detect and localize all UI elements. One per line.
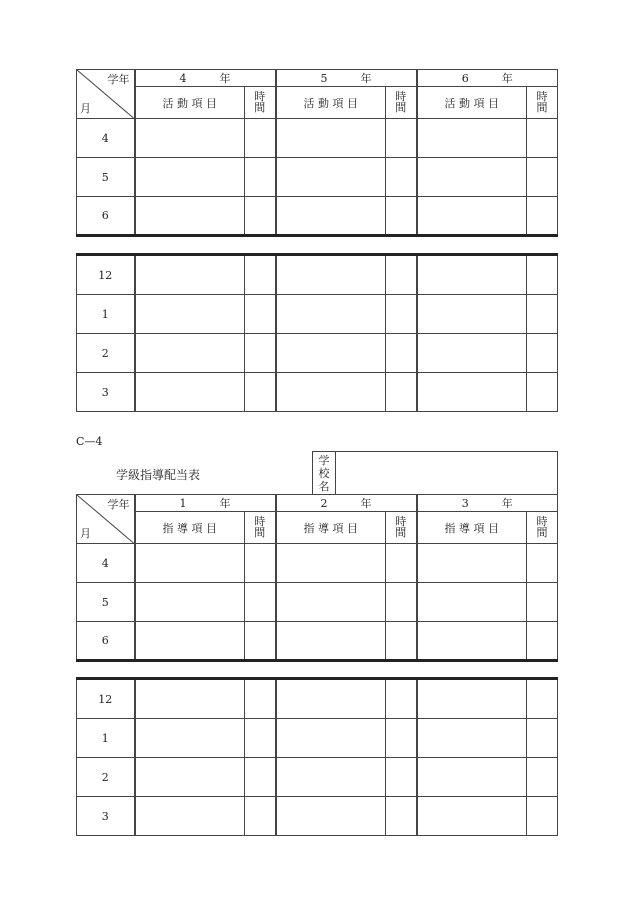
item-cell[interactable] bbox=[417, 679, 527, 719]
hours-header: 時 間 bbox=[527, 87, 558, 119]
item-header: 活 動 項 目 bbox=[417, 87, 527, 119]
hours-cell[interactable] bbox=[245, 295, 276, 334]
hours-cell[interactable] bbox=[527, 797, 558, 836]
hours-cell[interactable] bbox=[245, 158, 276, 197]
hours-header: 時 間 bbox=[386, 512, 417, 544]
item-cell[interactable] bbox=[276, 119, 386, 158]
hours-cell[interactable] bbox=[527, 622, 558, 661]
item-cell[interactable] bbox=[135, 334, 245, 373]
item-cell[interactable] bbox=[276, 583, 386, 622]
hours-header: 時 間 bbox=[245, 512, 276, 544]
item-cell[interactable] bbox=[417, 797, 527, 836]
hours-cell[interactable] bbox=[245, 622, 276, 661]
hours-cell[interactable] bbox=[527, 334, 558, 373]
grade-header-5: 5 年 bbox=[276, 70, 417, 87]
month-cell: 3 bbox=[77, 373, 135, 412]
activity-table-lower bbox=[76, 253, 558, 412]
item-cell[interactable] bbox=[417, 622, 527, 661]
hours-cell[interactable] bbox=[245, 758, 276, 797]
hours-header: 時 間 bbox=[527, 512, 558, 544]
grade-header-4: 4 年 bbox=[135, 70, 276, 87]
month-cell: 1 bbox=[77, 719, 135, 758]
hours-cell[interactable] bbox=[386, 719, 417, 758]
item-cell[interactable] bbox=[276, 197, 386, 236]
hours-cell[interactable] bbox=[245, 544, 276, 583]
grade-label: 学年 bbox=[107, 498, 130, 511]
hours-cell[interactable] bbox=[245, 679, 276, 719]
item-cell[interactable] bbox=[417, 334, 527, 373]
item-cell[interactable] bbox=[276, 373, 386, 412]
item-cell[interactable] bbox=[417, 583, 527, 622]
month-cell: 4 bbox=[77, 119, 135, 158]
month-cell: 3 bbox=[77, 797, 135, 836]
month-label: 月 bbox=[80, 102, 91, 115]
school-name-label: 学 校 名 bbox=[313, 452, 336, 495]
hours-cell[interactable] bbox=[527, 679, 558, 719]
hours-header: 時 間 bbox=[386, 87, 417, 119]
month-label: 月 bbox=[80, 527, 91, 540]
item-cell[interactable] bbox=[135, 255, 245, 295]
grade-header-2: 2 年 bbox=[276, 495, 417, 512]
hours-cell[interactable] bbox=[527, 719, 558, 758]
hours-cell[interactable] bbox=[386, 334, 417, 373]
hours-cell[interactable] bbox=[386, 255, 417, 295]
activity-table-upper bbox=[76, 69, 558, 237]
item-header: 指 導 項 目 bbox=[135, 512, 245, 544]
item-cell[interactable] bbox=[417, 197, 527, 236]
header-diagonal-cell bbox=[77, 495, 135, 544]
grade-header-6: 6 年 bbox=[417, 70, 558, 87]
item-cell[interactable] bbox=[417, 719, 527, 758]
month-cell: 1 bbox=[77, 295, 135, 334]
hours-cell[interactable] bbox=[386, 622, 417, 661]
item-cell[interactable] bbox=[135, 583, 245, 622]
month-cell: 12 bbox=[77, 679, 135, 719]
item-cell[interactable] bbox=[135, 295, 245, 334]
month-cell: 5 bbox=[77, 583, 135, 622]
guidance-table-lower bbox=[76, 677, 558, 836]
hours-cell[interactable] bbox=[245, 797, 276, 836]
hours-cell[interactable] bbox=[245, 583, 276, 622]
hours-cell[interactable] bbox=[245, 255, 276, 295]
school-name-field[interactable] bbox=[337, 452, 557, 495]
hours-cell[interactable] bbox=[245, 373, 276, 412]
item-cell[interactable] bbox=[135, 719, 245, 758]
item-cell[interactable] bbox=[417, 373, 527, 412]
month-cell: 6 bbox=[77, 622, 135, 661]
item-cell[interactable] bbox=[417, 255, 527, 295]
hours-cell[interactable] bbox=[527, 119, 558, 158]
hours-cell[interactable] bbox=[386, 758, 417, 797]
hours-cell[interactable] bbox=[527, 583, 558, 622]
item-cell[interactable] bbox=[417, 158, 527, 197]
item-header: 活 動 項 目 bbox=[276, 87, 386, 119]
hours-cell[interactable] bbox=[527, 158, 558, 197]
item-cell[interactable] bbox=[276, 797, 386, 836]
item-cell[interactable] bbox=[276, 758, 386, 797]
item-cell[interactable] bbox=[276, 295, 386, 334]
item-cell[interactable] bbox=[276, 158, 386, 197]
grade-header-1: 1 年 bbox=[135, 495, 276, 512]
hours-cell[interactable] bbox=[386, 373, 417, 412]
month-cell: 2 bbox=[77, 758, 135, 797]
item-cell[interactable] bbox=[417, 119, 527, 158]
hours-cell[interactable] bbox=[245, 719, 276, 758]
hours-cell[interactable] bbox=[386, 583, 417, 622]
grade-label: 学年 bbox=[107, 73, 130, 86]
item-cell[interactable] bbox=[135, 197, 245, 236]
item-cell[interactable] bbox=[135, 679, 245, 719]
hours-cell[interactable] bbox=[386, 797, 417, 836]
guidance-table-upper bbox=[76, 494, 558, 662]
hours-cell[interactable] bbox=[245, 197, 276, 236]
month-cell: 5 bbox=[77, 158, 135, 197]
hours-cell[interactable] bbox=[386, 158, 417, 197]
hours-cell[interactable] bbox=[386, 197, 417, 236]
item-header: 活 動 項 目 bbox=[135, 87, 245, 119]
month-cell: 4 bbox=[77, 544, 135, 583]
school-name-box bbox=[312, 451, 558, 495]
hours-header: 時 間 bbox=[245, 87, 276, 119]
item-cell[interactable] bbox=[276, 622, 386, 661]
hours-cell[interactable] bbox=[245, 119, 276, 158]
item-cell[interactable] bbox=[135, 758, 245, 797]
header-diagonal-cell bbox=[77, 70, 135, 119]
hours-cell[interactable] bbox=[527, 255, 558, 295]
item-cell[interactable] bbox=[417, 544, 527, 583]
hours-cell[interactable] bbox=[386, 119, 417, 158]
item-header: 指 導 項 目 bbox=[276, 512, 386, 544]
item-cell[interactable] bbox=[135, 622, 245, 661]
hours-cell[interactable] bbox=[386, 544, 417, 583]
item-cell[interactable] bbox=[135, 544, 245, 583]
month-cell: 12 bbox=[77, 255, 135, 295]
form-title: 学級指導配当表 bbox=[116, 468, 201, 482]
form-code: C—4 bbox=[76, 435, 103, 448]
hours-cell[interactable] bbox=[527, 197, 558, 236]
item-header: 指 導 項 目 bbox=[417, 512, 527, 544]
item-cell[interactable] bbox=[135, 373, 245, 412]
item-cell[interactable] bbox=[276, 679, 386, 719]
month-cell: 6 bbox=[77, 197, 135, 236]
item-cell[interactable] bbox=[417, 758, 527, 797]
hours-cell[interactable] bbox=[527, 295, 558, 334]
grade-header-3: 3 年 bbox=[417, 495, 558, 512]
hours-cell[interactable] bbox=[386, 295, 417, 334]
item-cell[interactable] bbox=[276, 544, 386, 583]
item-cell[interactable] bbox=[276, 719, 386, 758]
item-cell[interactable] bbox=[276, 255, 386, 295]
hours-cell[interactable] bbox=[386, 679, 417, 719]
item-cell[interactable] bbox=[276, 334, 386, 373]
hours-cell[interactable] bbox=[527, 544, 558, 583]
item-cell[interactable] bbox=[417, 295, 527, 334]
item-cell[interactable] bbox=[135, 119, 245, 158]
item-cell[interactable] bbox=[135, 158, 245, 197]
hours-cell[interactable] bbox=[527, 373, 558, 412]
month-cell: 2 bbox=[77, 334, 135, 373]
hours-cell[interactable] bbox=[527, 758, 558, 797]
hours-cell[interactable] bbox=[245, 334, 276, 373]
item-cell[interactable] bbox=[135, 797, 245, 836]
